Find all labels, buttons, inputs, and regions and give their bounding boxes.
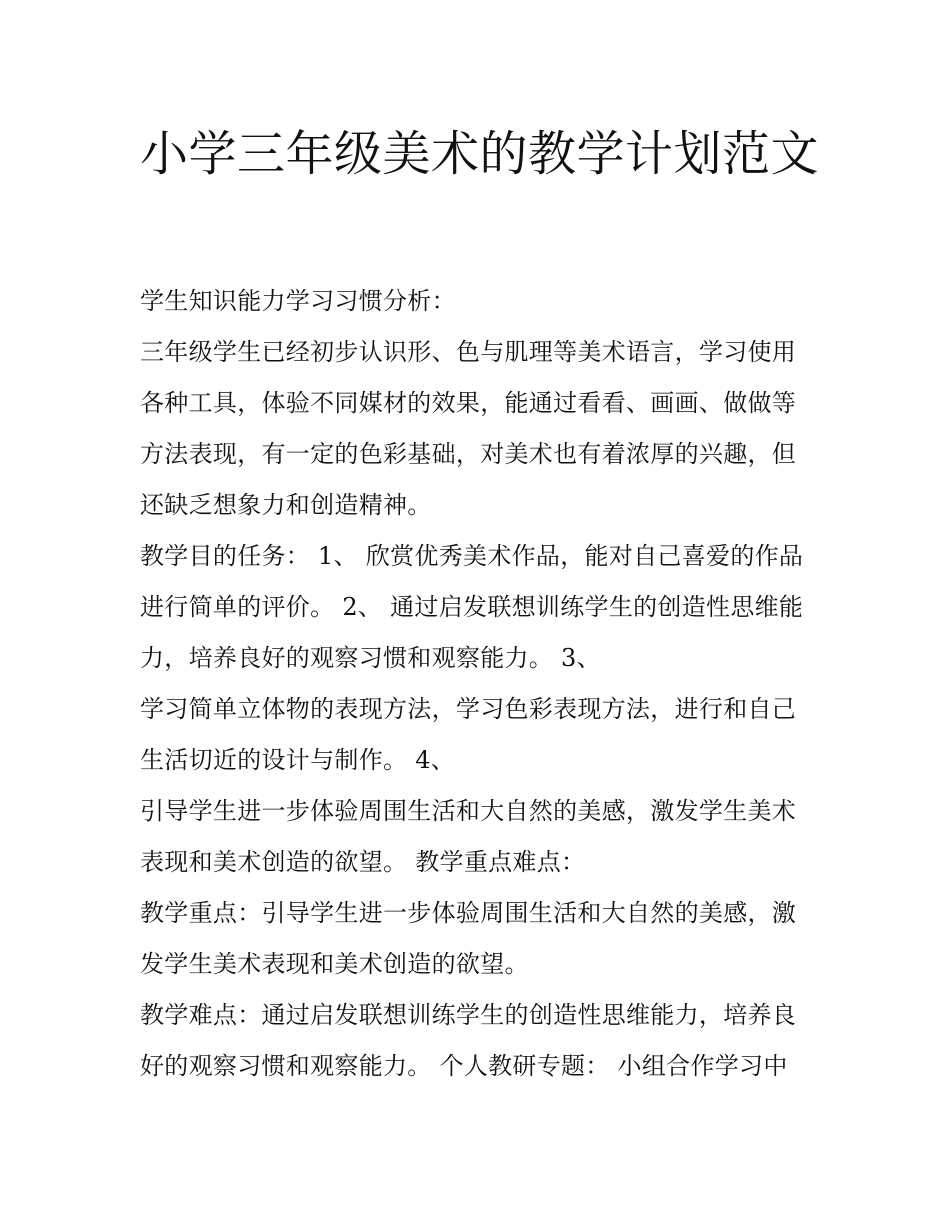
paragraph-teaching-difficulty: 教学难点：通过启发联想训练学生的创造性思维能力，培养良好的观察习惯和观察能力。 个人教研专题： 小组合作学习中 [140, 1001, 797, 1080]
paragraph-teaching-goals: 教学目的任务： 1、 欣赏优秀美术作品，能对自己喜爱的作品进行简单的评价。 2、 通过启发联想训练学生的创造性思维能力，培养良好的观察习惯和观察能力。 3、 [140, 542, 804, 672]
paragraph-student-analysis: 三年级学生已经初步认识形、色与肌理等美术语言，学习使用各种工具，体验不同媒材的效果，能通过看看、画画、做做等方法表现，有一定的色彩基础，对美术也有着浓厚的兴趣，但还缺乏想象力和创造精神。 [140, 338, 797, 519]
paragraph-goal-four: 引导学生进一步体验周围生活和大自然的美感，激发学生美术表现和美术创造的欲望。 教学重点难点： [140, 797, 797, 876]
paragraph-goal-three: 学习简单立体物的表现方法，学习色彩表现方法，进行和自己生活切近的设计与制作。 4、 [140, 695, 797, 774]
paragraph-teaching-focus: 教学重点：引导学生进一步体验周围生活和大自然的美感，激发学生美术表现和美术创造的欲望。 [140, 899, 797, 978]
document-body [140, 276, 820, 1092]
paragraph-analysis-heading: 学生知识能力学习习惯分析： [140, 287, 456, 315]
document-title: 小学三年级美术的教学计划范文 [140, 126, 820, 182]
